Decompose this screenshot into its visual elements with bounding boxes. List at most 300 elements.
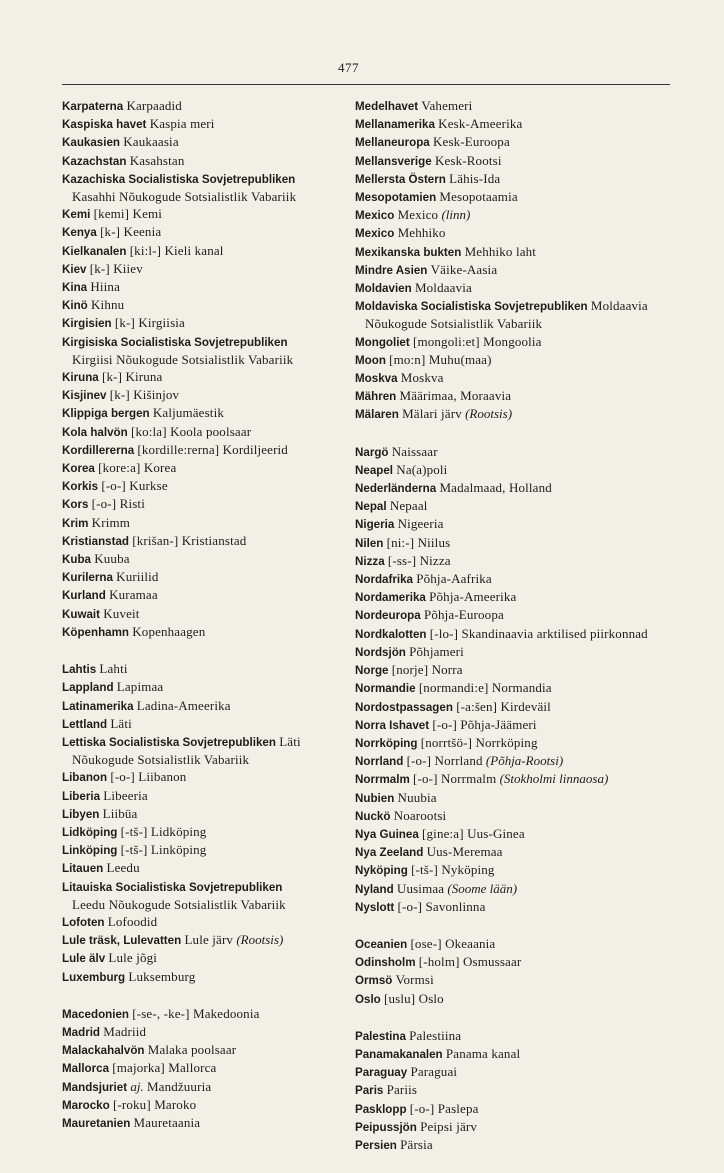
dictionary-entry	[355, 643, 673, 661]
translation: [mongoli:et] Mongoolia	[413, 333, 542, 349]
dictionary-entry	[62, 278, 310, 296]
dictionary-entry	[62, 1078, 310, 1096]
right-column	[355, 97, 673, 1173]
headword: Kors	[62, 498, 89, 512]
translation: Määrimaa, Moraavia	[399, 388, 512, 404]
translation: [-o-] Põhja-Jäämeri	[432, 716, 537, 732]
dictionary-entry	[355, 752, 673, 770]
dictionary-entry	[62, 333, 310, 368]
translation: Kaukaasia	[123, 134, 179, 150]
headword: Kazachstan	[62, 154, 127, 168]
translation: [ose-] Okeaania	[410, 935, 496, 951]
headword: Pasklopp	[355, 1102, 407, 1116]
headword: Madrid	[62, 1025, 101, 1039]
translation: Kaljumäestik	[152, 405, 224, 421]
dictionary-entry	[355, 1118, 673, 1136]
translation: Palestiina	[409, 1027, 462, 1043]
translation: Uus-Meremaa	[426, 844, 503, 860]
dictionary-entry	[62, 296, 310, 314]
translation: Mesopotaamia	[439, 189, 518, 205]
entry-group	[355, 443, 673, 916]
dictionary-entry	[355, 224, 673, 242]
dictionary-entry	[355, 953, 673, 971]
dictionary-entry	[355, 97, 673, 115]
headword: Kemi	[62, 208, 91, 222]
dictionary-entry	[355, 552, 673, 570]
headword: Macedonien	[62, 1007, 129, 1021]
headword: Norra Ishavet	[355, 718, 430, 732]
headword: Mindre Asien	[355, 263, 428, 277]
headword: Litauiska Socialistiska Sovjetrepubliken	[62, 880, 283, 894]
headword: Kuwait	[62, 607, 101, 621]
left-column	[62, 97, 310, 1151]
translation: Kuriilid	[116, 569, 159, 585]
translation: Läti Nõukogude Sotsialistlik Vabariik	[72, 733, 301, 768]
headword: Nordostpassagen	[355, 700, 453, 714]
translation: Mälari järv	[402, 406, 462, 422]
translation: [-o-] Liibanon	[110, 769, 187, 785]
headword: Panamakanalen	[355, 1047, 443, 1061]
headword: Lettiska Socialistiska Sovjetrepubliken	[62, 735, 276, 749]
translation: [-o-] Risti	[91, 496, 145, 512]
page-number: 477	[338, 60, 359, 75]
headword: Kiruna	[62, 371, 99, 385]
translation: [ko:la] Koola poolsaar	[130, 423, 252, 439]
dictionary-entry	[62, 859, 310, 877]
translation: Lahti	[99, 661, 128, 677]
translation: Kasahstan	[129, 152, 185, 168]
translation: Lähis-Ida	[449, 170, 501, 186]
headword: Moldavien	[355, 282, 412, 296]
headword: Peipussjön	[355, 1120, 417, 1134]
dictionary-entry	[62, 532, 310, 550]
headword: Kielkanalen	[62, 244, 127, 258]
dictionary-entry	[355, 405, 673, 423]
dictionary-entry	[355, 279, 673, 297]
translation: Kuuba	[94, 551, 130, 567]
translation: Nepaal	[389, 498, 428, 514]
translation: Panama kanal	[445, 1045, 521, 1061]
dictionary-entry	[62, 368, 310, 386]
translation: Väike-Aasia	[430, 261, 498, 277]
headword: Mauretanien	[62, 1116, 131, 1130]
translation: Naissaar	[391, 443, 438, 459]
headword: Lappland	[62, 681, 114, 695]
translation: Vahemeri	[421, 98, 473, 113]
headword: Mesopotamien	[355, 191, 437, 205]
dictionary-entry	[62, 605, 310, 623]
dictionary-entry	[355, 497, 673, 515]
translation: Kaspia meri	[149, 116, 215, 132]
dictionary-entry	[355, 1136, 673, 1154]
headword: Lahtis	[62, 663, 97, 677]
translation: Mehhiko laht	[464, 243, 537, 259]
dictionary-entry	[355, 369, 673, 387]
headword: Nya Guinea	[355, 827, 419, 841]
headword: Nordkalotten	[355, 627, 427, 641]
headword: Lofoten	[62, 915, 105, 929]
dictionary-entry	[62, 931, 310, 949]
dictionary-entry	[62, 1059, 310, 1077]
dictionary-entry	[355, 1045, 673, 1063]
headword: Neapel	[355, 463, 394, 477]
headword: Kuba	[62, 553, 91, 567]
headword: Normandie	[355, 682, 416, 696]
dictionary-entry	[62, 205, 310, 223]
dictionary-entry	[62, 768, 310, 786]
dictionary-entry	[355, 734, 673, 752]
translation: Kesk-Ameerika	[438, 116, 523, 132]
translation: [-o-] Kurkse	[101, 478, 168, 494]
translation: [-o-] Norrland	[406, 753, 483, 769]
headword: Liberia	[62, 789, 101, 803]
dictionary-entry	[355, 515, 673, 533]
headword: Lettland	[62, 717, 108, 731]
translation: Moskva	[400, 370, 444, 386]
headword: Mexico	[355, 227, 395, 241]
dictionary-entry	[62, 386, 310, 404]
translation: [ni:-] Niilus	[386, 534, 451, 550]
dictionary-entry	[62, 787, 310, 805]
dictionary-entry	[355, 789, 673, 807]
headword: Mellersta Östern	[355, 172, 446, 186]
dictionary-entry	[62, 223, 310, 241]
translation: [ki:l-] Kieli kanal	[129, 242, 224, 258]
translation: Läti	[110, 715, 132, 731]
headword: Nordeuropa	[355, 609, 421, 623]
dictionary-entry	[62, 477, 310, 495]
entry-group	[355, 935, 673, 1008]
translation: Põhja-Ameerika	[429, 589, 517, 605]
headword: Nizza	[355, 554, 385, 568]
translation: Paraguai	[410, 1064, 458, 1080]
headword: Nilen	[355, 536, 384, 550]
headword: Luxemburg	[62, 970, 126, 984]
headword: Norrland	[355, 755, 404, 769]
headword: Nigeria	[355, 518, 395, 532]
dictionary-entry	[355, 461, 673, 479]
translation: [-o-] Norrmalm	[413, 771, 497, 787]
dictionary-entry	[62, 1023, 310, 1041]
translation: [mo:n] Muhu(maa)	[389, 351, 492, 367]
headword: Mälaren	[355, 408, 399, 422]
dictionary-entry	[62, 1005, 310, 1023]
dictionary-entry	[62, 733, 310, 768]
dictionary-entry	[355, 679, 673, 697]
headword: Nordamerika	[355, 591, 426, 605]
translation: Leedu	[106, 860, 140, 876]
headword: Nubien	[355, 791, 395, 805]
dictionary-entry	[62, 495, 310, 513]
entry-group	[355, 1027, 673, 1154]
translation: [k-] Kirgiisia	[114, 315, 185, 331]
translation: Lapimaa	[116, 679, 164, 695]
translation: [-o-] Savonlinna	[397, 898, 486, 914]
translation: Pariis	[386, 1082, 418, 1098]
headword: Moldaviska Socialistiska Sovjetrepubliken	[355, 300, 588, 314]
dictionary-entry	[62, 152, 310, 170]
headword: Kurilerna	[62, 571, 113, 585]
translation: [norrtšö-] Norrköping	[420, 734, 538, 750]
dictionary-entry	[355, 351, 673, 369]
entry-group	[355, 97, 673, 424]
translation: Na(a)poli	[396, 461, 448, 477]
translation: Põhja-Aafrika	[416, 571, 492, 587]
headword: Nya Zeeland	[355, 846, 424, 860]
translation: Kirgiisi Nõukogude Sotsialistlik Vabariik	[72, 351, 294, 367]
dictionary-entry	[355, 1100, 673, 1118]
region-note: (Soome lään)	[447, 880, 518, 896]
translation: [norje] Norra	[391, 662, 463, 678]
headword: Lule älv	[62, 952, 106, 966]
dictionary-entry	[62, 949, 310, 967]
translation: Vormsi	[395, 972, 434, 988]
headword: Odinsholm	[355, 956, 416, 970]
dictionary-entry	[62, 170, 310, 205]
entry-group	[62, 97, 310, 641]
dictionary-entry	[355, 807, 673, 825]
translation: [-tš-] Nyköping	[411, 862, 495, 878]
headword: Kiev	[62, 262, 87, 276]
dictionary-entry	[62, 623, 310, 641]
headword: Kirgisiska Socialistiska Sovjetrepubliken	[62, 335, 288, 349]
dictionary-entry	[355, 534, 673, 552]
header-rule	[62, 84, 670, 85]
dictionary-entry	[355, 170, 673, 188]
dictionary-entry	[355, 479, 673, 497]
headword: Latinamerika	[62, 699, 134, 713]
dictionary-entry	[62, 715, 310, 733]
dictionary-entry	[355, 588, 673, 606]
translation: Lule jõgi	[108, 950, 158, 966]
headword: Marocko	[62, 1098, 110, 1112]
dictionary-entry	[355, 133, 673, 151]
headword: Nepal	[355, 500, 387, 514]
translation: Mexico	[397, 207, 439, 223]
headword: Norge	[355, 664, 389, 678]
dictionary-entry	[62, 133, 310, 151]
headword: Köpenhamn	[62, 625, 129, 639]
dictionary-entry	[62, 260, 310, 278]
headword: Kinö	[62, 299, 88, 313]
headword: Paris	[355, 1084, 384, 1098]
dictionary-entry	[62, 697, 310, 715]
dictionary-entry	[355, 971, 673, 989]
headword: Nyland	[355, 882, 394, 896]
translation: Madalmaad, Holland	[439, 480, 552, 496]
dictionary-entry	[355, 152, 673, 170]
headword: Korkis	[62, 480, 99, 494]
headword: Nordsjön	[355, 645, 406, 659]
dictionary-entry	[62, 660, 310, 678]
headword: Kaspiska havet	[62, 118, 147, 132]
headword: Korea	[62, 462, 95, 476]
dictionary-entry	[62, 841, 310, 859]
dictionary-entry	[355, 243, 673, 261]
headword: Kina	[62, 281, 88, 295]
dictionary-entry	[355, 935, 673, 953]
translation: Noarootsi	[393, 807, 447, 823]
translation: Pärsia	[400, 1136, 433, 1152]
dictionary-entry	[62, 1096, 310, 1114]
headword: Oceanien	[355, 937, 408, 951]
translation: [-ss-] Nizza	[387, 552, 451, 568]
translation: [-holm] Osmussaar	[418, 954, 522, 970]
dictionary-entry	[355, 698, 673, 716]
headword: Nyköping	[355, 864, 408, 878]
translation: [-lo-] Skandinaavia arktilised piirkonnad	[429, 625, 648, 641]
headword: Kazachiska Socialistiska Sovjetrepubliken	[62, 172, 296, 186]
dictionary-entry	[62, 913, 310, 931]
headword: Nyslott	[355, 900, 395, 914]
headword: Moon	[355, 353, 386, 367]
headword: Norrköping	[355, 736, 418, 750]
headword: Mandsjuriet	[62, 1080, 128, 1094]
headword: Persien	[355, 1138, 397, 1152]
dictionary-entry	[355, 716, 673, 734]
translation: Põhja-Euroopa	[423, 607, 504, 623]
headword: Norrmalm	[355, 773, 410, 787]
headword: Medelhavet	[355, 100, 419, 113]
headword: Libanon	[62, 771, 108, 785]
translation: [normandi:e] Normandia	[418, 680, 552, 696]
translation: Lule järv	[184, 932, 234, 948]
translation: [-o-] Paslepa	[409, 1100, 479, 1116]
dictionary-entry	[355, 861, 673, 879]
dictionary-entry	[355, 898, 673, 916]
dictionary-entry	[355, 880, 673, 898]
translation: [-tš-] Lidköping	[120, 823, 207, 839]
headword: Kenya	[62, 226, 97, 240]
translation: Kuveit	[103, 605, 140, 621]
translation: [krišan-] Kristianstad	[132, 532, 247, 548]
headword: Kola halvön	[62, 425, 128, 439]
headword: Lidköping	[62, 825, 118, 839]
dictionary-entry	[62, 423, 310, 441]
region-note: (Stokholmi linnaosa)	[499, 771, 609, 787]
headword: Klippiga bergen	[62, 407, 150, 421]
headword: Kordillererna	[62, 443, 135, 457]
headword: Kurland	[62, 589, 106, 603]
translation: [kemi] Kemi	[93, 206, 163, 222]
translation: Lofoodid	[107, 913, 158, 929]
translation: [majorka] Mallorca	[112, 1060, 217, 1076]
dictionary-entry	[62, 823, 310, 841]
dictionary-entry	[62, 586, 310, 604]
dictionary-entry	[355, 661, 673, 679]
dictionary-entry	[62, 242, 310, 260]
translation: Uusimaa	[396, 880, 445, 896]
headword: Mexico	[355, 209, 395, 223]
translation: Peipsi järv	[420, 1118, 478, 1134]
translation: Krimm	[91, 514, 130, 530]
headword: Nuckö	[355, 809, 391, 823]
translation: Madriid	[103, 1023, 147, 1039]
dictionary-entry	[355, 825, 673, 843]
translation: [uslu] Oslo	[384, 990, 444, 1006]
dictionary-entry	[62, 968, 310, 986]
translation: Kesk-Rootsi	[434, 152, 502, 168]
headword: Krim	[62, 516, 89, 530]
dictionary-entry	[355, 606, 673, 624]
translation: [kore:a] Korea	[98, 460, 177, 476]
translation: Mandžuuria	[146, 1078, 212, 1094]
translation: [-tš-] Linköping	[120, 842, 207, 858]
dictionary-entry	[62, 568, 310, 586]
headword: Malackahalvön	[62, 1044, 145, 1058]
dictionary-entry	[355, 387, 673, 405]
headword: Kisjinev	[62, 389, 107, 403]
headword: Nederländerna	[355, 482, 437, 496]
translation: [k-] Keenia	[100, 224, 162, 240]
dictionary-entry	[62, 514, 310, 532]
translation: Kihnu	[91, 297, 125, 313]
headword: Mellanamerika	[355, 118, 435, 132]
dictionary-entry	[62, 550, 310, 568]
headword: Karpaterna	[62, 100, 124, 113]
translation: Põhjameri	[409, 643, 464, 659]
headword: Palestina	[355, 1029, 406, 1043]
dictionary-entry	[62, 678, 310, 696]
translation: [k-] Kišinjov	[109, 387, 180, 403]
translation: Liibüa	[102, 805, 138, 821]
headword: Kirgisien	[62, 317, 112, 331]
headword: Nordafrika	[355, 573, 413, 587]
translation: Ladina-Ameerika	[136, 697, 231, 713]
region-note: (Rootsis)	[236, 932, 284, 948]
translation: Leedu Nõukogude Sotsialistlik Vabariik	[72, 896, 286, 912]
grammar-note: aj.	[130, 1078, 144, 1094]
region-note: (Põhja-Rootsi)	[485, 753, 564, 769]
headword: Kristianstad	[62, 534, 130, 548]
dictionary-entry	[62, 1041, 310, 1059]
dictionary-entry	[62, 115, 310, 133]
dictionary-entry	[355, 570, 673, 588]
dictionary-entry	[355, 206, 673, 224]
translation: Libeeria	[103, 787, 148, 803]
dictionary-entry	[62, 805, 310, 823]
translation: Karpaadid	[126, 98, 182, 113]
translation: Malaka poolsaar	[147, 1042, 237, 1058]
translation: Mehhiko	[397, 225, 446, 241]
translation: Kuramaa	[109, 587, 158, 603]
translation: Moldaavia	[414, 280, 472, 296]
region-note: (linn)	[441, 207, 471, 223]
translation: Moldaavia Nõukogude Sotsialistlik Vabariik	[365, 298, 648, 332]
translation: Kopenhaagen	[132, 623, 206, 639]
dictionary-entry	[62, 314, 310, 332]
dictionary-entry	[355, 297, 673, 332]
headword: Ormsö	[355, 974, 393, 988]
translation: Kesk-Euroopa	[432, 134, 510, 150]
dictionary-entry	[62, 459, 310, 477]
headword: Mongoliet	[355, 335, 410, 349]
region-note: (Rootsis)	[465, 406, 513, 422]
headword: Litauen	[62, 862, 104, 876]
translation: [-a:šen] Kirdeväil	[456, 698, 551, 714]
dictionary-entry	[355, 188, 673, 206]
headword: Mallorca	[62, 1062, 110, 1076]
headword: Linköping	[62, 844, 118, 858]
translation: Nigeeria	[397, 516, 444, 532]
headword: Paraguay	[355, 1066, 408, 1080]
entry-group	[62, 660, 310, 986]
dictionary-entry	[355, 261, 673, 279]
entry-group	[62, 1005, 310, 1132]
dictionary-entry	[355, 1063, 673, 1081]
translation: Luksemburg	[128, 968, 196, 984]
translation: [k-] Kiiev	[89, 260, 143, 276]
